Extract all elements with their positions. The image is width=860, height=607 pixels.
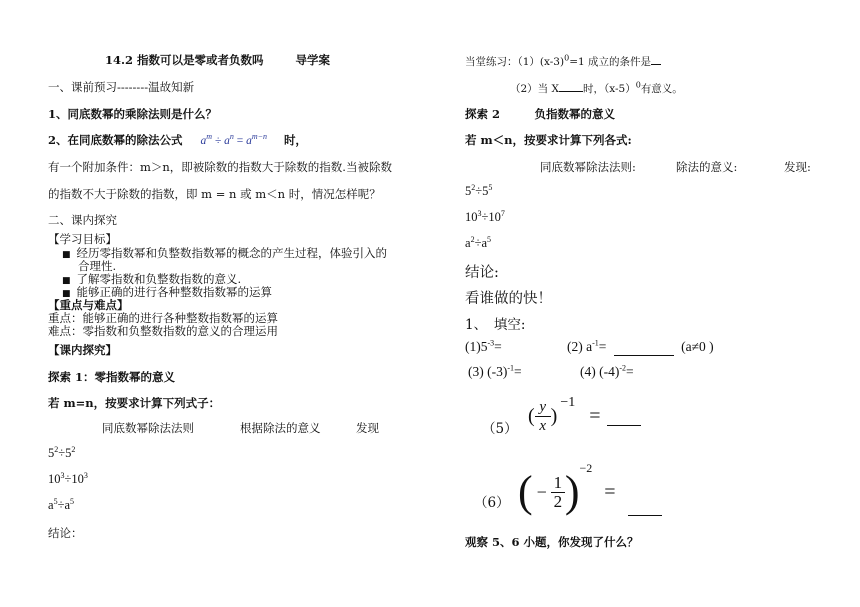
practice-line-1: 当堂练习：$(1)(x-3)^0=1$ 成立的条件是 xyxy=(465,55,661,69)
left-expression-2: $10^3\div 10^3$ xyxy=(48,470,88,486)
title-text: 14.2 指数可以是零或者负数吗 xyxy=(105,53,264,67)
column-finding: 发现 xyxy=(356,421,379,435)
left-expression-3: $a^5\div a^5$ xyxy=(48,496,74,512)
right-column-finding: 发现: xyxy=(784,160,811,174)
key-point: 重点：能够正确的进行各种整数指数幂的运算 xyxy=(48,311,278,325)
explore-header: 【课内探究】 xyxy=(48,343,117,357)
division-formula: $a^m \div a^n = a^{m-n}$ xyxy=(200,132,268,147)
right-column-meaning: 除法的意义: xyxy=(676,160,738,174)
square-bullet-icon: ■ xyxy=(62,289,71,299)
fill-item-3: (3) $(-3)^{-1}=$ xyxy=(468,363,522,379)
square-bullet-icon: ■ xyxy=(62,276,71,286)
condition-line-2: 的指数不大于除数的指数，即 m = n 或 m＜n 时，情况怎样呢？ xyxy=(48,187,381,201)
observe-question: 观察 5、6 小题，你发现了什么？ xyxy=(465,535,639,549)
explore-1-instruction: 若 m=n，按要求计算下列式子： xyxy=(48,396,221,410)
question-2-prefix: 2、在同底数幂的除法公式 xyxy=(48,133,183,147)
fill-item-2: (2) $a^{-1}=$ (a≠0 ) xyxy=(567,338,714,354)
right-expression-1: $5^2\div 5^5$ xyxy=(465,182,493,198)
fraction-y-over-x: $\frac{y}{x}$ xyxy=(535,398,551,435)
fill-item-4: (4) $(-4)^{-2}=$ xyxy=(580,363,634,379)
left-expression-1: $5^2\div 5^2$ xyxy=(48,444,76,460)
column-rule: 同底数幂除法法则 xyxy=(102,421,194,435)
fill-item-1: $(1)5^{-3}=$ xyxy=(465,338,502,354)
difficulty: 难点：零指数和负整数指数的意义的合理运用 xyxy=(48,324,278,338)
goal-item-3: ■ 能够正确的进行各种整数指数幂的运算 xyxy=(62,285,273,299)
fill-item-6: ( − $\frac{1}{2}$ ) −2 = xyxy=(518,470,662,514)
worksheet-title xyxy=(105,53,330,67)
explore-2-instruction: 若 m＜n，按要求计算下列各式: xyxy=(465,133,632,147)
section-in-class: 二、课内探究 xyxy=(48,213,117,227)
question-2-suffix: 时， xyxy=(283,133,307,147)
right-column-rule: 同底数幂除法法则: xyxy=(540,160,636,174)
explore-1-title: 探索 1：零指数幂的意义 xyxy=(48,370,176,384)
right-conclusion: 结论: xyxy=(465,265,499,281)
right-expression-3: $a^2\div a^5$ xyxy=(465,234,491,250)
goals-header: 【学习目标】 xyxy=(48,232,117,246)
answer-blank[interactable] xyxy=(628,497,662,516)
answer-blank[interactable] xyxy=(607,407,641,426)
left-conclusion: 结论： xyxy=(48,526,83,540)
square-bullet-icon: ■ xyxy=(62,250,71,260)
fill-item-5-label: （5） xyxy=(482,421,518,437)
goal-item-1-cont: 合理性. xyxy=(78,259,117,273)
goal-item-1: ■ 经历零指数幂和负整数指数幂的概念的产生过程，体验引入的 xyxy=(62,246,388,260)
right-expression-2: $10^3\div 10^7$ xyxy=(465,208,505,224)
title-tag: 导学案 xyxy=(295,53,331,67)
column-meaning: 根据除法的意义 xyxy=(240,421,321,435)
fill-item-5: ( $\frac{y}{x}$ ) −1 = xyxy=(528,398,641,435)
fill-item-6-label: （6） xyxy=(474,495,510,511)
fill-header: 1、 填空: xyxy=(465,317,526,333)
answer-blank[interactable] xyxy=(614,339,674,356)
goal-item-2: ■ 了解零指数和负整数指数的意义. xyxy=(62,272,242,286)
question-2 xyxy=(48,133,307,148)
key-header: 【重点与难点】 xyxy=(48,298,129,312)
section-preview: 一、课前预习--------温故知新 xyxy=(48,80,195,94)
quick-heading: 看谁做的快！ xyxy=(465,291,552,307)
practice-line-2: （2）当 X 时，$(x-5)^0$有意义。 xyxy=(510,80,683,95)
fraction-one-half: $\frac{1}{2}$ xyxy=(551,474,565,511)
explore-2-title: 探索 2 负指数幂的意义 xyxy=(465,107,616,121)
question-1: 1、同底数幂的乘除法则是什么？ xyxy=(48,107,217,121)
condition-line-1: 有一个附加条件：m＞n，即被除数的指数大于除数的指数.当被除数 xyxy=(48,160,392,174)
